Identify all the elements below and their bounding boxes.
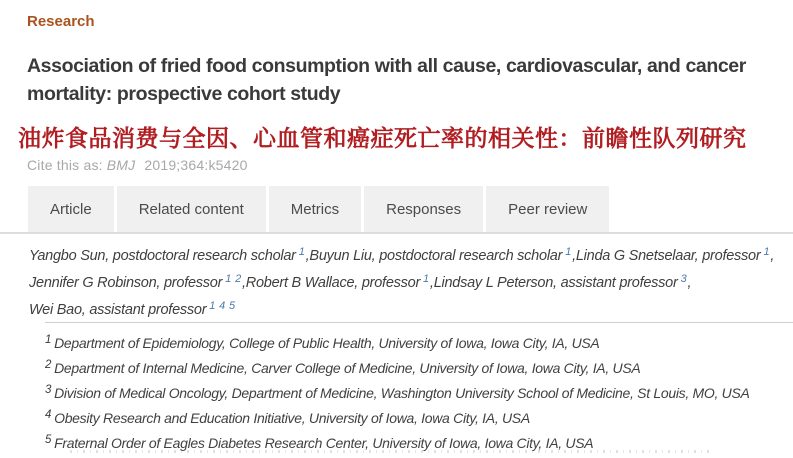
author-name-role: Jennifer G Robinson, professor — [29, 275, 223, 291]
author-separator: , — [770, 248, 775, 264]
author-line — [29, 243, 793, 270]
affiliation-ref-superscript[interactable]: 1 — [209, 300, 216, 312]
affiliation-ref-superscript[interactable]: 4 — [219, 300, 226, 312]
affiliation-item — [45, 331, 793, 356]
author-separator: , — [572, 248, 576, 264]
affiliation-number: 3 — [45, 384, 52, 396]
author-line — [29, 297, 793, 324]
section-label-research[interactable]: Research — [27, 13, 95, 30]
affiliation-ref-superscript[interactable]: 1 — [225, 273, 232, 285]
author-name-role: Linda G Snetselaar, professor — [575, 248, 761, 264]
article-title-chinese-translation: 油炸食品消费与全因、心血管和癌症死亡率的相关性：前瞻性队列研究 — [18, 125, 747, 152]
affiliation-number: 2 — [45, 359, 52, 371]
article-title: Association of fried food consumption with all cause, cardiovascular, and cancer mortality: prospective cohort study — [27, 55, 746, 105]
author-name-role: Lindsay L Peterson, assistant professor — [433, 275, 678, 291]
author-separator: , — [429, 275, 434, 291]
author-name-role: Robert B Wallace, professor — [245, 275, 421, 291]
affiliation-text: Fraternal Order of Eagles Diabetes Research Center, University of Iowa, Iowa City, IA, USA — [54, 435, 594, 451]
affiliation-ref-superscript[interactable]: 1 — [565, 246, 572, 258]
affiliation-number: 1 — [45, 334, 52, 346]
author-list — [29, 243, 793, 324]
tab-metrics[interactable]: Metrics — [269, 186, 361, 232]
affiliation-text: Department of Epidemiology, College of Public Health, University of Iowa, Iowa City, IA, USA — [54, 335, 600, 351]
affiliation-text: Department of Internal Medicine, Carver College of Medicine, University of Iowa, Iowa City, IA, USA — [54, 360, 641, 376]
authors-affiliations-divider — [45, 322, 793, 323]
citation-line — [27, 157, 248, 173]
affiliation-ref-superscript[interactable]: 5 — [229, 300, 235, 312]
journal-name: BMJ — [106, 157, 136, 173]
tab-article[interactable]: Article — [28, 186, 114, 232]
affiliation-number: 4 — [45, 409, 52, 421]
affiliation-number: 5 — [45, 434, 52, 446]
author-separator: , — [241, 275, 246, 291]
affiliation-text: Obesity Research and Education Initiative, University of Iowa, Iowa City, IA, USA — [54, 410, 530, 426]
tab-responses[interactable]: Responses — [364, 186, 483, 232]
affiliation-ref-superscript[interactable]: 3 — [680, 273, 687, 285]
affiliation-ref-superscript[interactable]: 1 — [423, 273, 429, 285]
tab-related-content[interactable]: Related content — [117, 186, 266, 232]
affiliation-ref-superscript[interactable]: 1 — [298, 246, 305, 258]
affiliation-list — [45, 331, 793, 456]
affiliation-item — [45, 356, 793, 381]
author-name-role: Wei Bao, assistant professor — [29, 302, 207, 318]
author-line — [29, 270, 793, 297]
affiliation-text: Division of Medical Oncology, Department of Medicine, Washington University School of Medicine, St Louis, MO, USA — [54, 385, 750, 401]
author-separator: , — [687, 275, 692, 291]
affiliation-item — [45, 381, 793, 406]
affiliation-ref-superscript[interactable]: 1 — [763, 246, 770, 258]
citation-prefix: Cite this as: — [27, 157, 103, 173]
tab-peer-review[interactable]: Peer review — [486, 186, 609, 232]
author-name-role: Buyun Liu, postdoctoral research scholar — [309, 248, 563, 264]
author-name-role: Yangbo Sun, postdoctoral research scholar — [29, 248, 296, 264]
affiliation-ref-superscript[interactable]: 2 — [235, 273, 241, 285]
citation-reference: 2019;364:k5420 — [144, 157, 248, 173]
tab-bar — [0, 186, 793, 234]
affiliation-item — [45, 406, 793, 431]
author-separator: , — [305, 248, 310, 264]
